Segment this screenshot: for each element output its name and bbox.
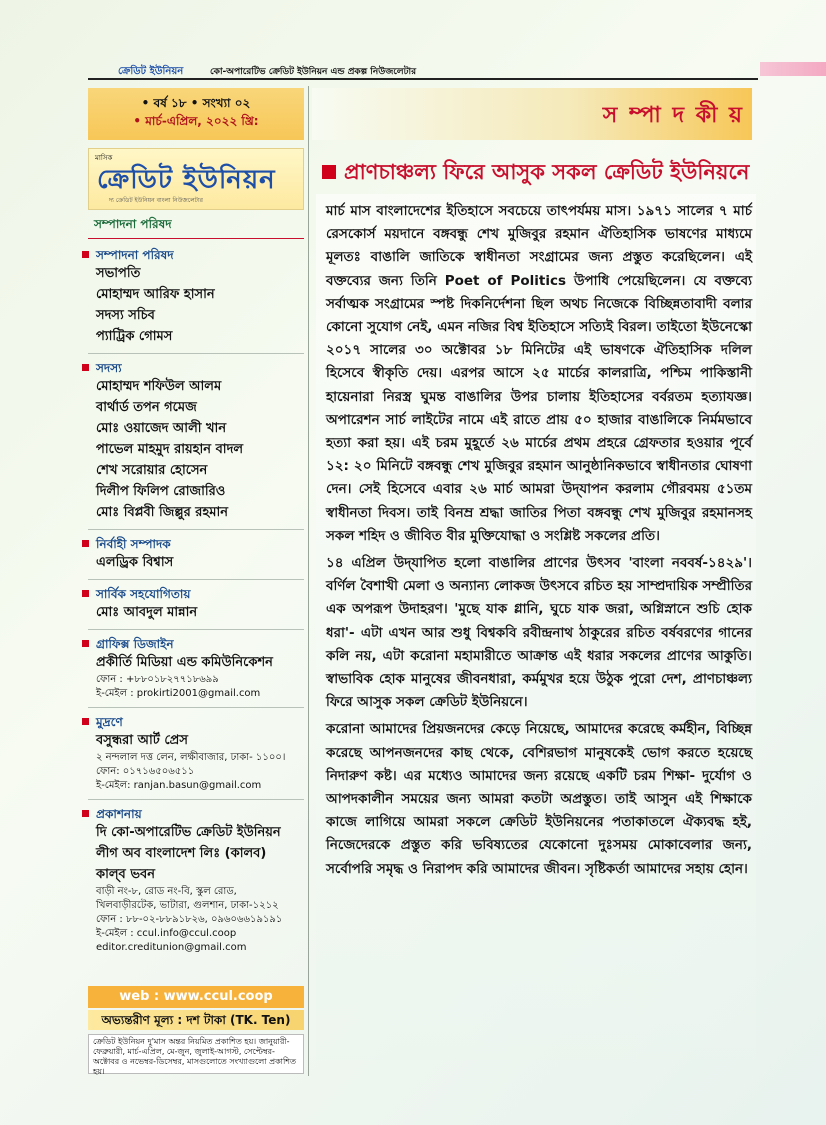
article-paragraph: মার্চ মাস বাংলাদেশের ইতিহাসে সবচেয়ে তাৎপর্যময় মাস। ১৯৭১ সালের ৭ মার্চ রেসকোর্স ময়দানে বঙ্গবন্ধু শেখ মুজিবুর রহমান ঐতিহাসিক ভাষণের মাধ্যমে মূলতঃ বাঙালি জাতিকে স্বাধীনতা সংগ্রামের জন্য প্রস্তুত করেছিলেন। এই বক্তব্যের জন্য তিনি Poet of Politics উপাধি পেয়েছিলেন। যে বক্তব্যে সর্বাত্মক সংগ্রামের স্পষ্ট দিকনির্দেশনা ছিল অথচ নিজেকে বিচ্ছিন্নতাবাদী বলার কোনো সুযোগ নেই, এমন নজির বিশ্ব ইতিহাসে সত্যিই বিরল। তাইতো ইউনেস্কো ২০১৭ সালের ৩০ অক্টোবর ১৮ মিনিটের এই ভাষণকে ঐতিহাসিক দলিল হিসেবে স্বীকৃতি দেয়। এরপর আসে ২৫ মার্চের কালরাত্রি, পশ্চিম পাকিস্তানী হায়েনারা নিরস্ত্র ঘুমন্ত বাঙালির উপর চালায় ইতিহাসের বর্বরতম হত্যাযজ্ঞ। অপারেশন সার্চ লাইটের নামে এই রাতে প্রায় ৫০ হাজার বাঙালিকে নির্মমভাবে হত্যা করা হয়। এই চরম মুহূর্তে ২৬ মার্চের প্রথম প্রহরে গ্রেফতার হওয়ার পূর্বে ১২: ২০ মিনিটে বঙ্গবন্ধু শেখ মুজিবুর রহমান আনুষ্ঠানিকভাবে স্বাধীনতার ঘোষণা দেন। সেই হিসেবে এবার ২৬ মার্চ আমরা উদ্‌যাপন করলাম গৌরবময় ৫১তম স্বাধীনতা দিবস। তাই বিনম্র শ্রদ্ধা জাতির পিতা বঙ্গবন্ধু শেখ মুজিবুর রহমানসহ সকল শহিদ ও জীবিত বীর মুক্তিযোদ্ধা ও সংশ্লিষ্ট সকলের প্রতি। xyxy=(326,203,752,544)
article-header xyxy=(316,152,752,192)
article-body xyxy=(326,200,752,885)
issue-date: • মার্চ-এপ্রিল, ২০২২ খ্রি: xyxy=(133,114,259,128)
publication-note: ক্রেডিট ইউনিয়ন দু'মাস অন্তর নিয়মিত প্রকাশিত হয়। জানুয়ারী-ফেব্রুয়ারী, মার্চ-এপ্রিল, মে-জুন, জুলাই-আগস্ট, সেপ্টেম্বর-অক্টোবর ও নভেম্বর-ডিসেম্বর, মাসগুলোতে সংখ্যাগুলো প্রকাশিত হয়। xyxy=(88,1034,304,1074)
board-member: মোহাম্মদ আরিফ হাসান xyxy=(96,287,215,302)
board-heading: সম্পাদনা পরিষদ xyxy=(88,214,304,239)
issue-volume: • বর্ষ ১৮ • সংখ্যা ০২ xyxy=(141,96,251,110)
board-role xyxy=(88,360,304,376)
board-role xyxy=(88,636,304,652)
editorial-banner xyxy=(312,88,752,140)
article-title: প্রাণচাঞ্চল্য ফিরে আসুক সকল ক্রেডিট ইউনিয়নে xyxy=(344,160,750,184)
board-member: সভাপতি xyxy=(96,266,141,281)
board-contact: ই-মেইল: ranjan.basun@gmail.com xyxy=(96,780,262,791)
section-rule xyxy=(88,799,304,800)
price-label: অভ্যন্তরীণ মূল্য : দশ টাকা (TK. Ten) xyxy=(88,1010,304,1030)
bullet-icon xyxy=(82,718,89,725)
board-member: কাল্‌ব ভবন xyxy=(96,867,155,882)
board-member: মোঃ ওয়াজেদ আলী খান xyxy=(96,421,227,436)
board-contact: খিলবাড়ীরটেক, ভাটারা, গুলশান, ঢাকা-১২১২ xyxy=(96,900,279,911)
board-member: বসুন্ধরা আর্ট প্রেস xyxy=(96,733,188,748)
column-divider xyxy=(308,86,309,1076)
board-role-label: সম্পাদনা পরিষদ xyxy=(96,248,174,262)
bullet-icon xyxy=(82,364,89,371)
board-role xyxy=(88,536,304,552)
bullet-icon xyxy=(82,540,89,547)
section-rule xyxy=(88,529,304,530)
section-rule xyxy=(88,353,304,354)
board-role-label: গ্রাফিক্স ডিজাইন xyxy=(96,637,174,651)
board-member: মোঃ বিপ্লবী জিল্লুর রহমান xyxy=(96,505,229,520)
board-contact: editor.creditunion@gmail.com xyxy=(96,942,247,953)
strip-text: কো-অপারেটিভ ক্রেডিট ইউনিয়ন এন্ড প্রকল্প নিউজলেটার xyxy=(210,67,417,77)
board-member: মোহাম্মদ শফিউল আলম xyxy=(96,379,222,394)
board-role xyxy=(88,806,304,822)
editorial-title: স ম্পা দ কী য় xyxy=(602,103,744,128)
masthead-logo-text: ক্রেডিট ইউনিয়ন xyxy=(97,165,276,195)
board-member: দি কো-অপারেটিভ ক্রেডিট ইউনিয়ন লীগ অব বাংলাদেশ লিঃ (কালব) xyxy=(96,825,281,861)
board-member: প্রকীর্তি মিডিয়া এন্ড কমিউনিকেশন xyxy=(96,655,273,670)
header-rule xyxy=(88,78,758,80)
board-member: দিলীপ ফিলিপ রোজারিও xyxy=(96,484,226,499)
board-role xyxy=(88,714,304,730)
masthead-small: মাসিক xyxy=(95,154,113,162)
strip-brand: ক্রেডিট ইউনিয়ন xyxy=(118,66,184,77)
bullet-icon xyxy=(82,590,89,597)
board-member: এলড্রিক বিশ্বাস xyxy=(96,555,174,570)
board-contact: বাড়ী নং-৮, রোড নং-বি, স্কুল রোড, xyxy=(96,886,237,897)
title-bullet-icon xyxy=(322,165,336,179)
masthead-tag: দ্য ক্রেডিট ইউনিয়ন বাংলা নিউজলেটার xyxy=(109,197,203,204)
board-role-label: নির্বাহী সম্পাদক xyxy=(96,537,171,551)
article-paragraph: ১৪ এপ্রিল উদ্‌যাপিত হলো বাঙালির প্রাণের উৎসব 'বাংলা নববর্ষ-১৪২৯'। বর্ণিল বৈশাখী মেলা ও অন্যান্য লোকজ উৎসবে রচিত হয় সাম্প্রদায়িক সম্প্রীতির এক অপরূপ উদাহরণ। 'মুছে যাক গ্লানি, ঘুচে যাক জরা, অগ্নিস্নানে শুচি হোক ধরা'- এটা এখন আর শুধু বিশ্বকবি রবীন্দ্রনাথ ঠাকুরের রচিত বর্ষবরণের গানের কলি নয়, এটা করোনা মহামারীতে আক্রান্ত এই ধরার সকলের প্রাণের আকুতি। স্বাভাবিক হোক মানুষের জীবনধারা, কর্মমুখর হয়ে উঠুক পুরো দেশ, প্রাণচাঞ্চল্য ফিরে আসুক সকল ক্রেডিট ইউনিয়নে। xyxy=(326,555,752,711)
board-contact: ফোন : +৮৮০১৮২৭৭১৮৬৯৯ xyxy=(96,674,219,685)
board-member: সদস্য সচিব xyxy=(96,308,155,323)
board-role-label: সদস্য xyxy=(96,361,122,375)
bullet-icon xyxy=(82,810,89,817)
issue-box xyxy=(88,88,304,140)
board-member: প্যাট্রিক গোমস xyxy=(96,329,173,344)
board-member: পাভেল মাহমুদ রায়হান বাদল xyxy=(96,442,244,457)
masthead-logo xyxy=(88,148,304,210)
section-rule xyxy=(88,707,304,708)
website-link[interactable]: web : www.ccul.coop xyxy=(88,986,304,1008)
editorial-board xyxy=(88,214,304,955)
board-contact: ফোন: ০১৭১৬৫০৬৫১১ xyxy=(96,766,195,777)
article-paragraph: করোনা আমাদের প্রিয়জনদের কেড়ে নিয়েছে, আমাদের করেছে কর্মহীন, বিচ্ছিন্ন করেছে আপনজনদের কাছ থেকে, বেশিরভাগ মানুষকেই ভোগ করতে হয়েছে নিদারুণ কষ্ট। এর মধ্যেও আমাদের জন্য রয়েছে একটি চরম শিক্ষা- দুর্যোগ ও আপদকালীন সময়ের জন্য আমরা কতটা অপ্রস্তুত। তাই আসুন এই শিক্ষাকে কাজে লাগিয়ে আমরা সকলে ক্রেডিট ইউনিয়নের পতাকাতলে ঐক্যবদ্ধ হই, নিজেদেরকে প্রস্তুত করি ভবিষ্যতের যেকোনো দুঃসময় মোকাবেলার জন্য, সর্বোপরি সমৃদ্ধ ও নিরাপদ করি আমাদের জীবন। সৃষ্টিকর্তা আমাদের সহায় হোন। xyxy=(326,721,752,877)
header-accent xyxy=(760,62,826,76)
board-contact: ই-মেইল : prokirti2001@gmail.com xyxy=(96,688,261,699)
board-contact: ২ নন্দলাল দত্ত লেন, লক্ষীবাজার, ঢাকা- ১১০০। xyxy=(96,752,286,763)
board-member: বার্থার্ড তপন গমেজ xyxy=(96,400,197,415)
board-role-label: সার্বিক সহযোগিতায় xyxy=(96,587,191,601)
board-contact: ই-মেইল : ccul.info@ccul.coop xyxy=(96,928,237,939)
board-role-label: প্রকাশনায় xyxy=(96,807,142,821)
section-rule xyxy=(88,579,304,580)
board-role xyxy=(88,586,304,602)
board-member: শেখ সরোয়ার হোসেন xyxy=(96,463,208,478)
board-member: মোঃ আবদুল মান্নান xyxy=(96,605,198,620)
section-rule xyxy=(88,629,304,630)
board-contact: ফোন : ৮৮-০২-৮৮৯১৮২৬, ০৯৬০৬৬১৯১৯১ xyxy=(96,914,283,925)
bullet-icon xyxy=(82,251,89,258)
board-role xyxy=(88,247,304,263)
bullet-icon xyxy=(82,640,89,647)
board-role-label: মুদ্রণে xyxy=(96,715,123,729)
